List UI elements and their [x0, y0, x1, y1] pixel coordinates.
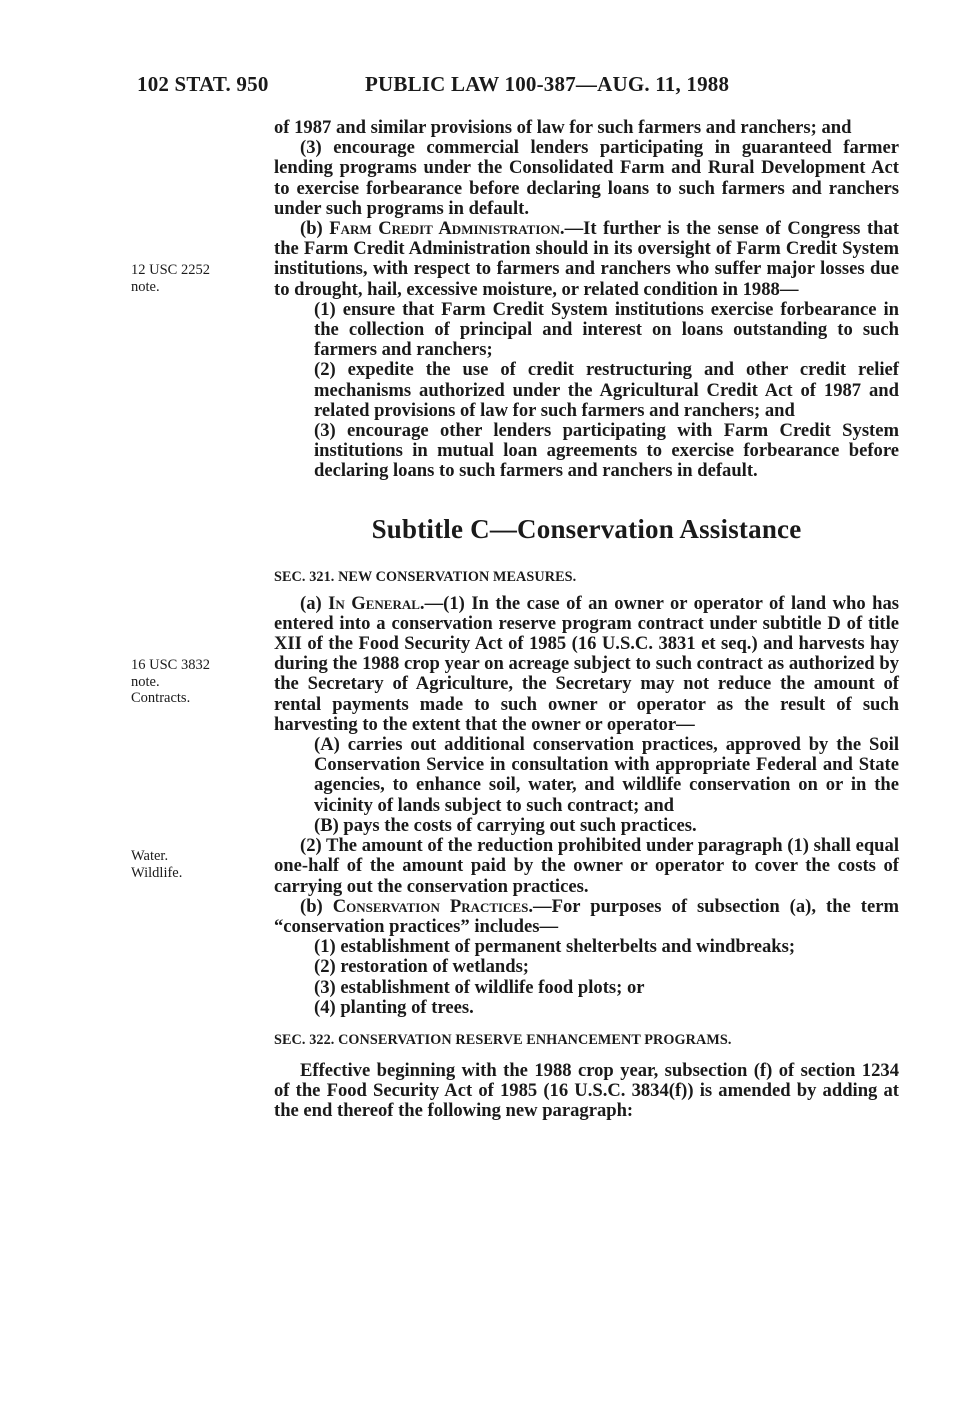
list-item: (1) ensure that Farm Credit System institutions exercise forbearance in the collection of principal and interest on loans outstanding to such farmers and ranchers;	[314, 298, 899, 361]
list-item: (B) pays the costs of carrying out such practices.	[314, 814, 697, 836]
section-321-heading: SEC. 321. NEW CONSERVATION MEASURES.	[274, 568, 577, 585]
subsection-b-farm-credit: (b) Farm Credit Administration.—It further is the sense of Congress that the Farm Credit Administration should in its oversight of Farm Credit System institutions, with respect to farmers and ranchers who suffer major losses due to drought, hail, excessive moisture, or related condition in 1988—	[274, 218, 899, 300]
list-item: (A) carries out additional conservation practices, approved by the Soil Conservation Service in consultation with appropriate Federal and State agencies, to enhance soil, water, and wildlife conservation on or in the vicinity of lands subject to such contract; and	[314, 734, 899, 816]
list-item: (1) establishment of permanent shelterbelts and windbreaks;	[314, 936, 796, 958]
subsection-a-in-general: (a) In General.—(1) In the case of an owner or operator of land who has entered into a conservation reserve program contract under subtitle D of title XII of the Food Security Act of 1985 (16 U.S.C. 3831 et seq.) and harvests hay during the 1988 crop year on acreage subject to such contract as authorized by the Secretary of Agriculture, the Secretary may not reduce the amount of rental payments made to such owner or operator as the result of such harvesting to the extent that the owner or operator—	[274, 592, 899, 735]
paragraph: (2) The amount of the reduction prohibited under paragraph (1) shall equal one-half of the amount paid by the owner or operator to cover the costs of carrying out the conservation practices.	[274, 835, 899, 897]
list-item: (3) encourage other lenders participating with Farm Credit System institutions in mutual loan agreements to exercise forbearance before declaring loans to such farmers and ranchers in default.	[314, 420, 899, 482]
subsection-heading: Conservation Practices	[332, 895, 529, 917]
page-header	[137, 72, 897, 102]
public-law-title: PUBLIC LAW 100-387—AUG. 11, 1988	[365, 72, 730, 96]
subtitle-heading: Subtitle C—Conservation Assistance	[371, 513, 802, 544]
list-item: (4) planting of trees.	[314, 996, 474, 1018]
paragraph: Effective beginning with the 1988 crop year, subsection (f) of section 1234 of the Food Security Act of 1985 (16 U.S.C. 3834(f)) is amended by adding at the end thereof the following new paragraph:	[274, 1059, 899, 1122]
margin-note-12-usc-2252: 12 USC 2252 note.	[131, 262, 210, 295]
margin-note-16-usc-3832: 16 USC 3832 note. Contracts.	[131, 657, 210, 706]
paragraph: (3) encourage commercial lenders participating in guaranteed farmer lending programs under the Consolidated Farm and Rural Development Act to exercise forbearance before declaring loans to such farmers and ranchers under such programs in default.	[274, 137, 899, 219]
margin-note-water-wildlife: Water. Wildlife.	[131, 848, 183, 881]
body-text	[274, 118, 899, 1122]
list-item: (3) establishment of wildlife food plots; or	[314, 976, 645, 998]
list-item: (2) restoration of wetlands;	[314, 956, 529, 978]
subsection-b-conservation-practices: (b) Conservation Practices.—For purposes of subsection (a), the term “conservation practices” includes—	[274, 895, 899, 937]
subsection-heading: In General	[328, 592, 420, 614]
paragraph: of 1987 and similar provisions of law for such farmers and ranchers; and	[274, 117, 852, 138]
list-item: (2) expedite the use of credit restructuring and other credit relief mechanisms authorized under the Agricultural Credit Act of 1987 and related provisions of law for such farmers and ranchers; and	[314, 359, 899, 421]
statute-page-number: 102 STAT. 950	[137, 72, 269, 96]
subsection-heading: Farm Credit Administration	[329, 218, 560, 240]
section-322-heading: SEC. 322. CONSERVATION RESERVE ENHANCEMENT PROGRAMS.	[274, 1031, 732, 1048]
